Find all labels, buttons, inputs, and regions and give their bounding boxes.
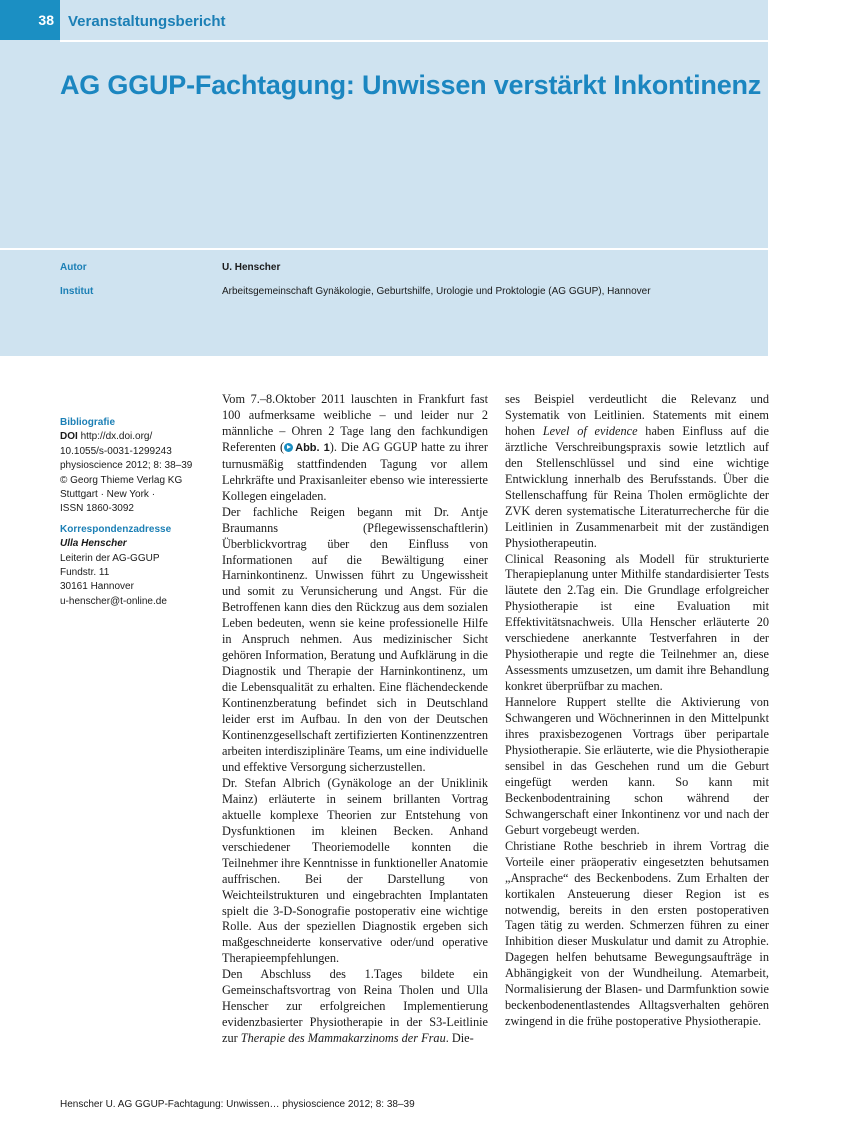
header-divider [60, 40, 768, 42]
correspondence-street: Fundstr. 11 [60, 567, 110, 579]
author-band [0, 250, 768, 356]
author-label: Autor [60, 262, 87, 273]
doi-link[interactable]: http://dx.doi.org/ [80, 431, 153, 443]
issn: ISSN 1860-3092 [60, 503, 134, 515]
doi-label: DOI [60, 431, 78, 443]
paragraph-text: Den Abschluss des 1.Tages bildete ein Gemeinschaftsvortrag von Reina Tholen und Ulla Henscher zur erfolgreichen Implementierung evidenzbasierter Physiotherapie in der S3-Leitlinie zur [222, 967, 488, 1046]
bibliography-heading: Bibliografie [60, 417, 116, 428]
arrow-right-icon [284, 443, 293, 452]
paragraph-text: ses Beispiel verdeutlicht die Relevanz und Systematik von Leitlinien. Statements mit einem hohen [505, 392, 769, 438]
footer-citation: Henscher U. AG GGUP-Fachtagung: Unwissen… physioscience 2012; 8: 38–39 [60, 1099, 415, 1110]
author-name: U. Henscher [222, 262, 281, 273]
correspondence-city: 30161 Hannover [60, 581, 134, 593]
correspondence-heading: Korrespondenzadresse [60, 523, 172, 535]
page-number-box [0, 0, 60, 40]
figure-reference[interactable] [284, 440, 330, 454]
paragraph [222, 392, 488, 505]
page-number: 38 [38, 12, 54, 28]
paragraph-text: . Die- [445, 1031, 474, 1046]
figure-reference-label: Abb. 1 [295, 441, 330, 454]
article-title: AG GGUP-Fachtagung: Unwissen verstärkt Inkontinenz [60, 70, 762, 100]
journal-reference: physioscience 2012; 8: 38–39 [60, 460, 193, 472]
bibliography-sidebar [60, 416, 210, 609]
paragraph-text: haben Einfluss auf die ärztliche Verschreibungspraxis sowie letztlich auf den Stellenschlüssel und sind eine wichtige Entwicklung innerhalb des Berufsstands. Über die Stellenschaffung für Reina Tholen ermöglichte der ZVK deren systematische Literaturrecherche für die Leitlinien in Zusammenarbeit mit der zuständigen Physiotherapeutin. [505, 423, 769, 550]
copyright: © Georg Thieme Verlag KG [60, 474, 183, 486]
doi-line [60, 430, 210, 444]
paragraph-emphasis: Therapie des Mammakarzinoms der Frau [240, 1031, 446, 1046]
section-label: Veranstaltungsbericht [68, 13, 226, 30]
paragraph: Clinical Reasoning als Modell für strukturierte Therapieplanung unter Mithilfe standardisierter Tests läutete den 2.Tag ein. Die Grundlage erfolgreicher Physiotherapie ist eine Evaluation mit Effektivitätsnachweis. Ulla Henscher erläuterte 20 verschiedene anerkannte Testverfahren in der Physiotherapie und regte die Teilnehmer an, diese Assessments umzusetzen, um damit ihre Behandlung konkret überprüfbar zu machen. [505, 551, 769, 694]
institute-name: Arbeitsgemeinschaft Gynäkologie, Geburtshilfe, Urologie und Proktologie (AG GGUP), Hannover [222, 286, 651, 297]
header-band [0, 0, 768, 248]
paragraph: Hannelore Ruppert stellte die Aktivierung von Schwangeren und Wöchnerinnen in den Mittelpunkt ihres praxisbezogenen Vortrags über peripartale Physiotherapie. Sie erläuterte, wie die Physiotherapie sensibel in das Geschehen rund um die Geburt eingefügt werden kann. So kann mit Beckenbodentraining schon während der Schwangerschaft einer Inkontinenz vor und nach der Geburt vorgebeugt werden. [505, 695, 769, 837]
doi-number: 10.1055/s-0031-1299243 [60, 445, 172, 457]
institute-label: Institut [60, 286, 94, 297]
correspondence-email[interactable]: u-henscher@t-online.de [60, 595, 167, 607]
paragraph: Der fachliche Reigen begann mit Dr. Antje Braumanns (Pflegewissenschaftlerin) Überblickvortrag über den Einfluss von Informationen auf die Bewältigung einer Harninkontinenz. Unwissen führt zu Ungewissheit und somit zu Verunsicherung und Angst. Für die Betroffenen kann dies den Rückzug aus dem sozialen Leben bedeuten, wenn sie keine professionelle Hilfe in Anspruch nehmen. Aus medizinischer Sicht gehören Information, Beratung und Aufklärung in die Diagnostik und Therapie der Harninkontinenz, um die Lebensqualität zu erhalten. Eine flächendeckende Kontinenzberatung befindet sich in Deutschland leider erst im Aufbau. In den von der Deutschen Kontinenzgesellschaft zertifizierten Kontinenzzentren arbeiten interdisziplinäre Teams, um eine individuelle und effektive Versorgung sicherzustellen. [222, 504, 488, 774]
body-column-left [222, 392, 488, 1047]
correspondence-role: Leiterin der AG-GGUP [60, 552, 160, 564]
correspondence-name: Ulla Henscher [60, 538, 127, 550]
paragraph-text: Vom 7.–8.Oktober 2011 lauschten in Frankfurt fast 100 aufmerksame weibliche – und leider nur 2 männliche – Ohren 2 Tage lang den fachkundigen Referenten ( [222, 392, 488, 454]
publisher-place: Stuttgart · New York · [60, 489, 156, 501]
paragraph [222, 967, 488, 1047]
paragraph-text: ). Die AG GGUP hatte zu ihrer turnusmäßig stattfindenden Tagung vor allem Lehrkräfte und Praxisanleiter ebenso wie interessierte Kollegen eingeladen. [222, 439, 488, 503]
paragraph: Christiane Rothe beschrieb in ihrem Vortrag die Vorteile einer präoperativ eingesetzten behutsamen „Ansprache“ des Beckenbodens. Zum Erhalten der kortikalen Ansteuerung dieser Region ist es notwendig, bereits in den ersten postoperativen Tagen tätig zu werden. Schmerzen führen zu einer Inhibition dieser Muskulatur und damit zu Atrophie. Dagegen helfen behutsame Bewegungsaufträge in Abhängigkeit von der Wundheilung. Atemarbeit, Normalisierung der Blasen- und Darmfunktion sowie beckenbodenentlastendes Alltagsverhalten gehören zwingend in die frühe postoperative Physiotherapie. [505, 838, 769, 1029]
paragraph [505, 392, 769, 552]
body-column-right [505, 392, 769, 1030]
paragraph-emphasis: Level of evidence [542, 423, 638, 438]
paragraph: Dr. Stefan Albrich (Gynäkologe an der Uniklinik Mainz) erläuterte in seinem brillanten Vortrag aktuelle komplexe Theorien zur Entstehung von Dysfunktionen im kleinen Becken. Anhand verschiedener Theoriemodelle konnten die Teilnehmer ihre Kenntnisse in funktioneller Anatomie auffrischen. Bei der Darstellung von Weichteilstrukturen und eingebrachten Implantaten spielt die 3-D-Sonografie postoperativ eine wichtige Rolle. Aus der speziellen Diagnostik ergeben sich maßgeschneiderte konservative oder/und operative Therapieempfehlungen. [222, 775, 488, 966]
